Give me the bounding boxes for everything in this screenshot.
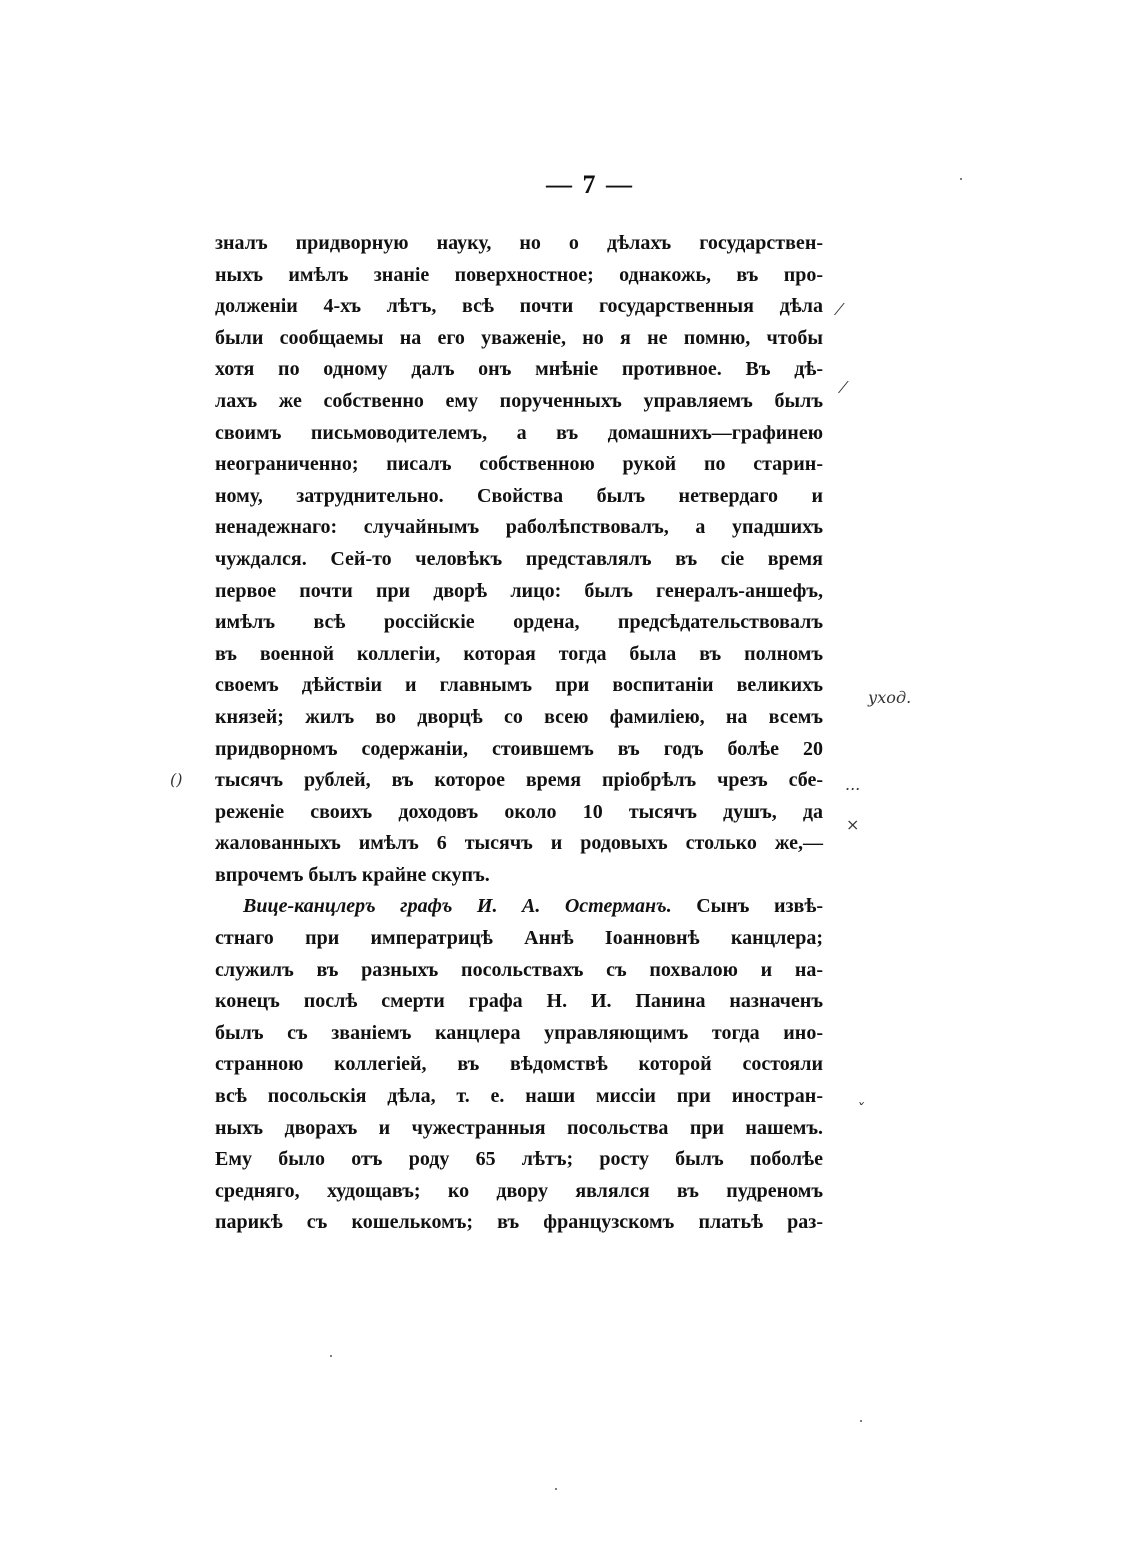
text-line: зналъ придворную науку, но о дѣлахъ государствен- [215, 232, 823, 254]
speck [860, 1420, 862, 1422]
text-line: своимъ письмоводителемъ, а въ домашнихъ—графинею [215, 421, 823, 444]
pencil-mark-icon: × [846, 815, 860, 834]
paragraph-lead-rest: Сынъ извѣ- [696, 895, 823, 918]
text-line: реженіе своихъ доходовъ около 10 тысячъ душъ, да [215, 800, 823, 823]
text-line: средняго, худощавъ; ко двору являлся въ пудреномъ [215, 1179, 823, 1202]
pencil-mark-icon: ⁄ [842, 378, 845, 397]
text-line: въ военной коллегіи, которая тогда была въ полномъ [215, 642, 823, 665]
text-line: былъ съ званіемъ канцлера управляющимъ тогда ино- [215, 1021, 823, 1044]
paragraph-lead-line [215, 891, 823, 923]
text-line: ному, затруднительно. Свойства былъ нетвердаго и [215, 484, 823, 507]
margin-note-right-2: ... [845, 775, 861, 794]
speck [330, 1355, 332, 1357]
text-line: тысячъ рублей, въ которое время пріобрѣлъ чрезъ сбе- [215, 769, 823, 792]
pencil-mark-icon: ˇ [856, 1100, 864, 1119]
text-line: служилъ въ разныхъ посольствахъ съ похвалою и на- [215, 958, 823, 981]
pencil-mark-icon: ⁄ [838, 300, 841, 319]
text-line: чуждался. Сей-то человѣкъ представлялъ въ сіе время [215, 547, 823, 570]
text-line: жалованныхъ имѣлъ 6 тысячъ и родовыхъ столько же,— [215, 832, 823, 855]
text-line: хотя по одному далъ онъ мнѣніе противное. Въ дѣ- [215, 358, 823, 381]
text-line: стнаго при императрицѣ Аннѣ Іоанновнѣ канцлера; [215, 927, 823, 950]
text-line: конецъ послѣ смерти графа Н. И. Панина назначенъ [215, 990, 823, 1013]
speck [960, 178, 962, 180]
paragraph-lead: Вице-канцлеръ графъ И. А. Остерманъ. [243, 895, 672, 918]
page-number: — 7 — [546, 170, 634, 199]
margin-note-right: уход. [868, 688, 912, 707]
text-line: лахъ же собственно ему порученныхъ управляемъ былъ [215, 389, 823, 412]
text-line: всѣ посольскія дѣла, т. е. наши миссіи при иностран- [215, 1085, 823, 1108]
text-line: первое почти при дворѣ лицо: былъ генералъ-аншефъ, [215, 579, 823, 602]
text-line: впрочемъ былъ крайне скупъ. [215, 863, 490, 886]
speck [555, 1488, 557, 1490]
text-line: долженіи 4-хъ лѣтъ, всѣ почти государственныя дѣла [215, 295, 823, 318]
text-line: Ему было отъ роду 65 лѣтъ; росту былъ поболѣе [215, 1148, 823, 1171]
text-line: придворномъ содержаніи, стоившемъ въ годъ болѣе 20 [215, 737, 823, 760]
text-line: ныхъ имѣлъ знаніе поверхностное; однакожь, въ про- [215, 263, 823, 286]
text-line: ненадежнаго: случайнымъ раболѣпствовалъ, а упадшихъ [215, 516, 823, 539]
text-line: своемъ дѣйствіи и главнымъ при воспитаніи великихъ [215, 674, 823, 697]
text-line: ныхъ дворахъ и чужестранныя посольства при нашемъ. [215, 1116, 823, 1139]
margin-note-left: () [170, 770, 183, 789]
text-line: неограниченно; писалъ собственною рукой по старин- [215, 453, 823, 476]
text-line: имѣлъ всѣ россійскіе ордена, предсѣдательствовалъ [215, 611, 823, 634]
body-text [215, 228, 823, 1239]
text-line: князей; жилъ во дворцѣ со всею фамиліею, на всемъ [215, 705, 823, 728]
text-line: были сообщаемы на его уваженіе, но я не помню, чтобы [215, 326, 823, 349]
text-line: странною коллегіей, въ вѣдомствѣ которой состояли [215, 1053, 823, 1076]
text-line: парикѣ съ кошелькомъ; въ французскомъ платьѣ раз- [215, 1211, 823, 1234]
